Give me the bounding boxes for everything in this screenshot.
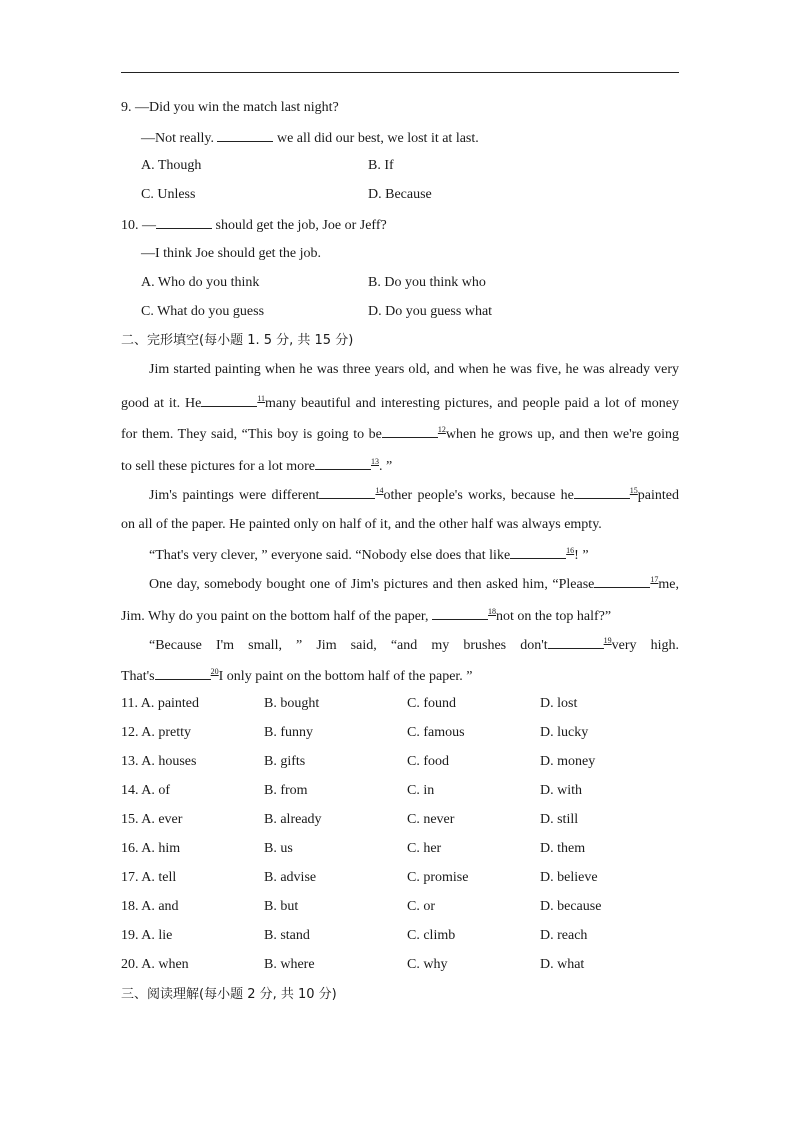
cloze-q13-option-b[interactable]: B. gifts (264, 754, 306, 769)
blank-11[interactable] (201, 393, 257, 407)
blank-17[interactable] (594, 574, 650, 588)
cloze-q19-option-d[interactable]: D. reach (540, 928, 588, 943)
q9-response: —Not really. we all did our best, we lost it at last. (141, 128, 479, 148)
q10-option-c[interactable]: C. What do you guess (141, 304, 265, 319)
q10-option-a[interactable]: A. Who do you think (141, 275, 260, 290)
cloze-q16-option-d[interactable]: D. them (540, 841, 586, 856)
blank-13[interactable] (315, 456, 371, 470)
passage-line: “Because I'm small, ” Jim said, “and my brushes don't $^{19}$very high. (149, 635, 680, 653)
blank-19[interactable] (548, 635, 604, 649)
cloze-q16-option-c[interactable]: C. her (407, 841, 442, 856)
cloze-q15-option-c[interactable]: C. never (407, 812, 455, 827)
passage-line: good at it. He $^{11}$many beautiful and interesting pictures, and people paid a lot of money (121, 393, 679, 411)
blank-16[interactable] (510, 545, 566, 559)
passage-line: One day, somebody bought one of Jim's pictures and then asked him, “Please $^{17}$me, (149, 575, 679, 592)
cloze-q11-option-a[interactable]: 11. A. painted (121, 696, 200, 711)
q10-option-b[interactable]: B. Do you think who (368, 275, 486, 290)
passage-line: That's $^{20}$I only paint on the bottom half of the paper. ” (121, 667, 473, 684)
q9-stem: 9. —Did you win the match last night? (121, 100, 339, 115)
cloze-q19-option-b[interactable]: B. stand (264, 928, 310, 943)
cloze-q15-option-b[interactable]: B. already (264, 812, 322, 827)
q10-response: —I think Joe should get the job. (141, 246, 322, 261)
passage-line: “That's very clever, ” everyone said. “Nobody else does that like $^{16}$! ” (149, 546, 589, 563)
cloze-q20-option-c[interactable]: C. why (407, 957, 448, 972)
cloze-q13-option-c[interactable]: C. food (407, 754, 449, 769)
cloze-q19-option-c[interactable]: C. climb (407, 928, 456, 943)
passage-line: Jim. Why do you paint on the bottom half of the paper, $^{18}$not on the top half?” (121, 606, 612, 624)
cloze-q18-option-a[interactable]: 18. A. and (121, 899, 179, 914)
cloze-q18-option-b[interactable]: B. but (264, 899, 299, 914)
blank-18[interactable] (432, 606, 488, 620)
passage-line: on all of the paper. He painted only on half of it, and the other half was always empty. (121, 517, 602, 532)
blank-15[interactable] (574, 485, 630, 499)
q10-option-d[interactable]: D. Do you guess what (368, 304, 493, 319)
cloze-q11-option-d[interactable]: D. lost (540, 696, 578, 711)
cloze-passage (121, 361, 679, 698)
cloze-q16-option-a[interactable]: 16. A. him (121, 841, 181, 856)
cloze-q12-option-b[interactable]: B. funny (264, 725, 313, 740)
cloze-q15-option-d[interactable]: D. still (540, 812, 579, 827)
cloze-q17-option-d[interactable]: D. believe (540, 870, 598, 885)
q9-blank (217, 128, 273, 142)
q9-option-d[interactable]: D. Because (368, 187, 432, 202)
blank-20[interactable] (155, 666, 211, 680)
cloze-q16-option-b[interactable]: B. us (264, 841, 293, 856)
q9-option-a[interactable]: A. Though (141, 158, 202, 173)
cloze-q12-option-c[interactable]: C. famous (407, 725, 465, 740)
section-title-cloze: 二、完形填空(每小题 1. 5 分, 共 15 分) (121, 333, 354, 348)
cloze-q11-option-b[interactable]: B. bought (264, 696, 320, 711)
blank-14[interactable] (319, 485, 375, 499)
cloze-q17-option-c[interactable]: C. promise (407, 870, 469, 885)
section-title-reading: 三、阅读理解(每小题 2 分, 共 10 分) (121, 987, 337, 1002)
cloze-q13-option-a[interactable]: 13. A. houses (121, 754, 197, 769)
cloze-q17-option-a[interactable]: 17. A. tell (121, 870, 177, 885)
cloze-q17-option-b[interactable]: B. advise (264, 870, 317, 885)
passage-line: to sell these pictures for a lot more $^{13}$. ” (121, 456, 393, 474)
cloze-q18-option-c[interactable]: C. or (407, 899, 435, 914)
cloze-q18-option-d[interactable]: D. because (540, 899, 602, 914)
cloze-q20-option-a[interactable]: 20. A. when (121, 957, 189, 972)
cloze-q14-option-d[interactable]: D. with (540, 783, 582, 798)
q10-blank (156, 215, 212, 229)
q9-option-c[interactable]: C. Unless (141, 187, 196, 202)
cloze-q12-option-a[interactable]: 12. A. pretty (121, 725, 191, 740)
cloze-q20-option-b[interactable]: B. where (264, 957, 315, 972)
cloze-q13-option-d[interactable]: D. money (540, 754, 596, 769)
cloze-q15-option-a[interactable]: 15. A. ever (121, 812, 183, 827)
passage-line: Jim's paintings were different $^{14}$other people's works, because he $^{15}$painted (149, 485, 679, 503)
passage-line: Jim started painting when he was three years old, and when he was five, he was already very (149, 362, 679, 377)
q9-option-b[interactable]: B. If (368, 158, 394, 173)
cloze-q14-option-b[interactable]: B. from (264, 783, 308, 798)
cloze-q14-option-a[interactable]: 14. A. of (121, 783, 170, 798)
header-rule (121, 72, 679, 73)
cloze-q19-option-a[interactable]: 19. A. lie (121, 928, 173, 943)
cloze-q14-option-c[interactable]: C. in (407, 783, 435, 798)
cloze-q20-option-d[interactable]: D. what (540, 957, 585, 972)
q10-stem: 10. — should get the job, Joe or Jeff? (121, 215, 387, 235)
blank-12[interactable] (382, 424, 438, 438)
cloze-q12-option-d[interactable]: D. lucky (540, 725, 589, 740)
cloze-q11-option-c[interactable]: C. found (407, 696, 456, 711)
passage-line: for them. They said, “This boy is going to be $^{12}$when he grows up, and then we're going (121, 425, 679, 442)
